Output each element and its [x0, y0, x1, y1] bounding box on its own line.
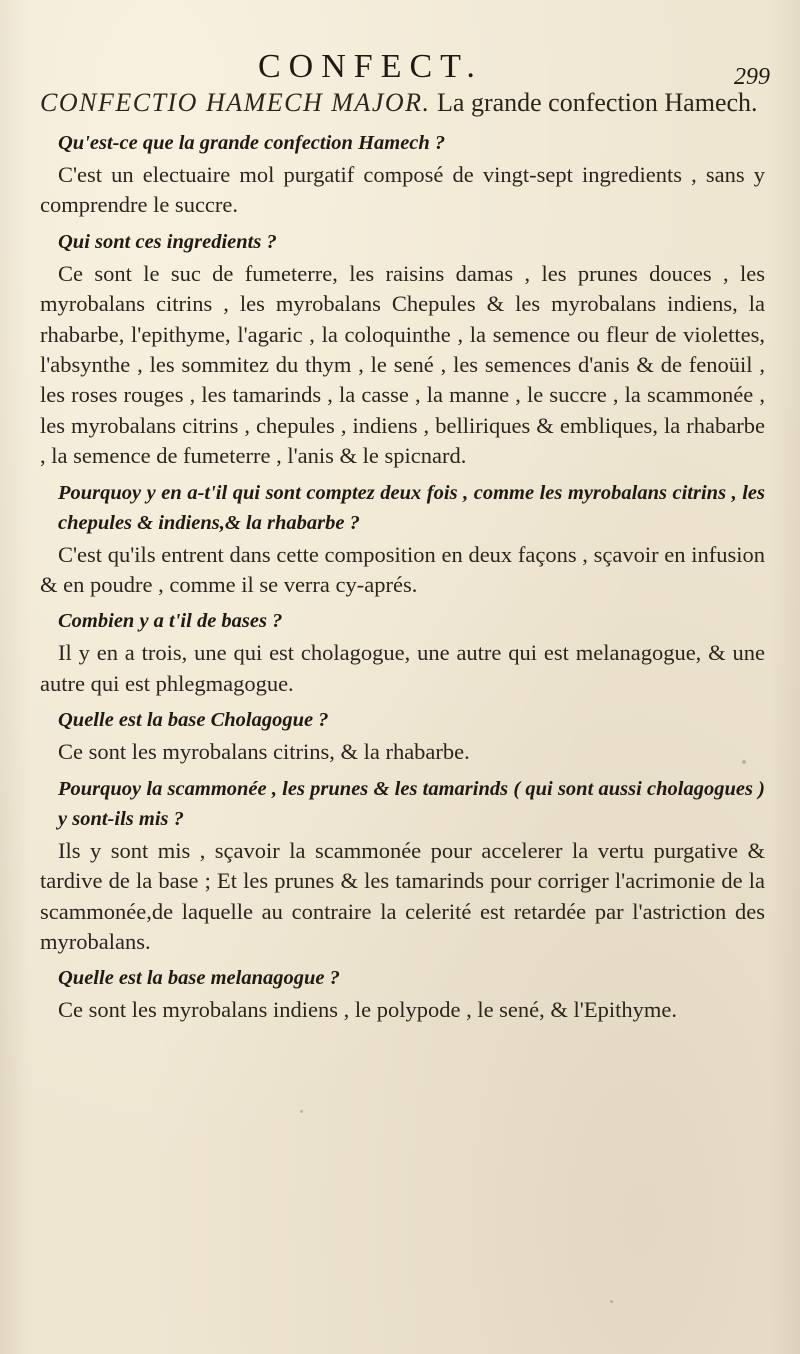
paper-speck — [300, 1110, 303, 1113]
question-7: Quelle est la base melanagogue ? — [58, 967, 340, 990]
answer-6: Ils y sont mis , sçavoir la scammonée pour accelerer la vertu purgative & tardive de la base ; Et les prunes & les tamarinds pour corriger l'acrimonie de la scammonée,de laquelle au contraire la celerité est retardée par l'astriction des myrobalans. — [40, 837, 765, 954]
question-5: Quelle est la base Cholagogue ? — [58, 709, 329, 732]
answer-1: C'est un electuaire mol purgatif composé de vingt-sept ingredients , sans y comprendre le succre. — [40, 162, 765, 218]
paper-speck — [610, 1300, 613, 1303]
heading-latin-title: CONFECTIO HAMECH MAJOR. — [40, 88, 431, 117]
answer-7: Ce sont les myrobalans indiens , le polypode , le sené, & l'Epithyme. — [58, 997, 677, 1023]
answer-4: Il y en a trois, une qui est cholagogue, une autre qui est melanagogue, & une autre qui est phlegmagogue. — [40, 640, 765, 696]
question-6: Pourquoy la scammonée , les prunes & les tamarinds ( qui sont aussi cholagogues ) y sont-ils mis ? — [58, 777, 765, 830]
question-2: Qui sont ces ingredients ? — [58, 230, 277, 253]
page-body — [40, 86, 765, 1030]
question-4: Combien y a t'il de bases ? — [58, 610, 283, 633]
answer-2: Ce sont le suc de fumeterre, les raisins damas , les prunes douces , les myrobalans citrins , les myrobalans Chepules & les myrobalans indiens, la rhabarbe, l'epithyme, l'agaric , la coloquinthe , la semence ou fleur de violettes, l'absynthe , les sommitez du thym , le sené , les semences d'anis & de fenoüil , les roses rouges , les tamarinds , la casse , la manne , le succre , la scammonée , les myrobalans citrins , chepules , indiens , belliriques & embliques, la rhabarbe , la semence de fumeterre , l'anis & le spicnard. — [40, 260, 765, 469]
page-header — [0, 48, 800, 88]
answer-5: Ce sont les myrobalans citrins, & la rhabarbe. — [58, 739, 470, 765]
paper-speck — [742, 760, 746, 764]
answer-3: C'est qu'ils entrent dans cette composition en deux façons , sçavoir en infusion & en poudre , comme il se verra cy-aprés. — [40, 541, 765, 598]
question-3: Pourquoy y en a-t'il qui sont comptez deux fois , comme les myrobalans citrins , les chepules & indiens,& la rhabarbe ? — [58, 481, 765, 534]
heading-french-title: La grande confection Hamech. — [437, 88, 758, 117]
question-1: Qu'est-ce que la grande confection Hamech ? — [58, 132, 446, 154]
section-heading — [40, 86, 765, 120]
running-title: CONFECT. — [258, 48, 483, 85]
page-number: 299 — [734, 64, 770, 90]
